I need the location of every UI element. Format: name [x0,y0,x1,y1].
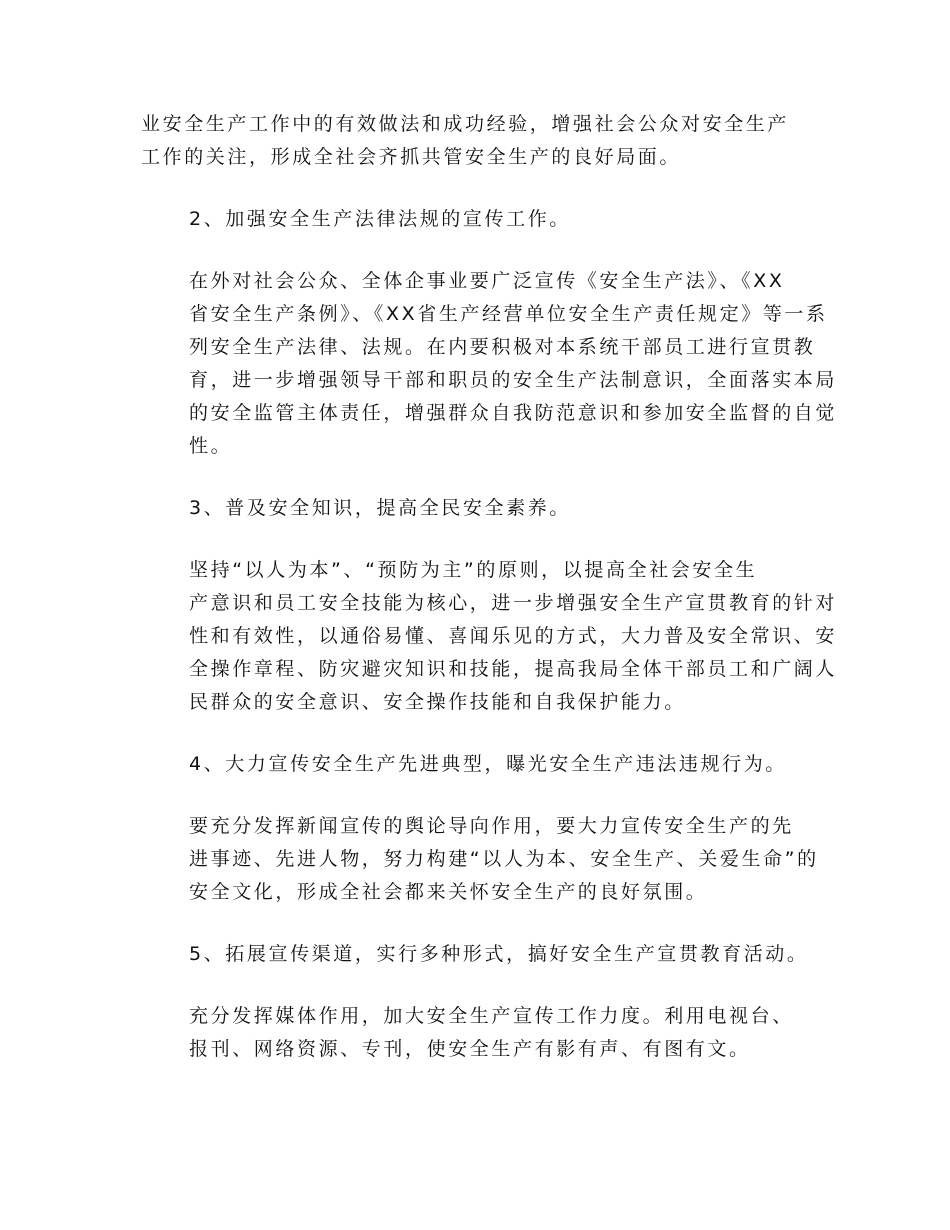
text-line: 性和有效性，以通俗易懂、喜闻乐见的方式，大力普及安全常识、安 [189,625,838,647]
paragraph [141,938,811,971]
text-line: 在外对社会公众、全体企事业要广泛宣传《安全生产法》、《XX [189,270,785,292]
paragraph [141,108,811,174]
text-line: 坚持“以人为本”、“预防为主”的原则，以提高全社会安全生 [189,559,758,581]
paragraph [141,1000,811,1066]
text-line: 性。 [189,435,233,457]
paragraph [141,265,838,463]
text-line: 工作的关注，形成全社会齐抓共管安全生产的良好局面。 [141,146,682,168]
text-line: 民群众的安全意识、安全操作技能和自我保护能力。 [189,691,686,713]
text-line: 充分发挥媒体作用，加大安全生产宣传工作力度。利用电视台、 [189,1005,794,1027]
text-line: 进事迹、先进人物，努力构建“以人为本、安全生产、关爱生命”的 [189,848,819,870]
text-line: 育，进一步增强领导干部和职员的安全生产法制意识，全面落实本局 [189,369,838,391]
text-line: 安全文化，形成全社会都来关怀安全生产的良好氛围。 [189,881,708,903]
document-body [141,108,838,1066]
text-line: 2、加强安全生产法律法规的宣传工作。 [189,208,571,230]
text-line: 列安全生产法律、法规。在内要积极对本系统干部员工进行宣贯教 [189,336,816,358]
paragraph [141,810,819,909]
text-line: 5、拓展宣传渠道，实行多种形式，搞好安全生产宣贯教育活动。 [189,943,809,965]
text-line: 全操作章程、防灾避灾知识和技能，提高我局全体干部员工和广阔人 [189,658,838,680]
paragraph [141,748,811,781]
paragraph [141,492,811,525]
text-line: 业安全生产工作中的有效做法和成功经验，增强社会公众对安全生产 [141,113,790,135]
text-line: 省安全生产条例》、《XX省生产经营单位安全生产责任规定》等一系 [189,303,828,325]
paragraph [141,203,811,236]
text-line: 4、大力宣传安全生产先进典型，曝光安全生产违法违规行为。 [189,753,787,775]
text-line: 报刊、网络资源、专刊，使安全生产有影有声、有图有文。 [189,1038,751,1060]
text-line: 产意识和员工安全技能为核心，进一步增强安全生产宣贯教育的针对 [189,592,838,614]
text-line: 3、普及安全知识，提高全民安全素养。 [189,497,571,519]
text-line: 要充分发挥新闻宣传的舆论导向作用，要大力宣传安全生产的先 [189,815,794,837]
text-line: 的安全监管主体责任，增强群众自我防范意识和参加安全监督的自觉 [189,402,838,424]
paragraph [141,554,838,719]
